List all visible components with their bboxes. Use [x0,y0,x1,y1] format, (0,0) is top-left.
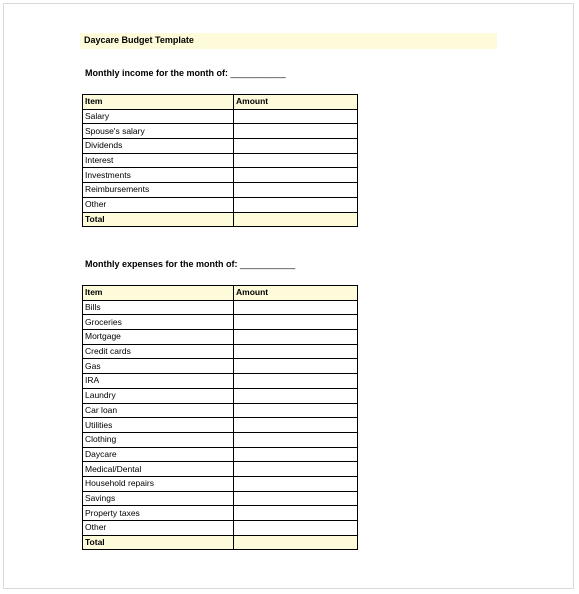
income-amount-cell[interactable] [234,153,358,168]
table-row [83,197,358,212]
expenses-amount-cell[interactable] [234,403,358,418]
table-row [83,168,358,183]
income-amount-cell[interactable] [234,168,358,183]
table-row [83,388,358,403]
expenses-amount-cell[interactable] [234,344,358,359]
expenses-amount-cell[interactable] [234,521,358,536]
income-item-label: Reimbursements [83,183,234,198]
expenses-item-label: Other [83,521,234,536]
income-item-label: Dividends [83,139,234,154]
table-row [83,491,358,506]
table-row [83,432,358,447]
table-row [83,109,358,124]
income-month-blank[interactable]: ___________ [230,68,286,78]
table-row [83,506,358,521]
income-heading [85,68,286,78]
expenses-item-label: Utilities [83,418,234,433]
expenses-amount-cell[interactable] [234,374,358,389]
table-row [83,315,358,330]
expenses-item-label: IRA [83,374,234,389]
expenses-amount-cell[interactable] [234,506,358,521]
table-row [83,521,358,536]
income-amount-cell[interactable] [234,197,358,212]
expenses-item-label: Clothing [83,432,234,447]
table-row [83,418,358,433]
income-item-label: Investments [83,168,234,183]
income-item-label: Spouse's salary [83,124,234,139]
income-table-header [83,95,358,110]
expenses-heading-label: Monthly expenses for the month of: [85,259,238,269]
expenses-amount-cell[interactable] [234,330,358,345]
expenses-amount-cell[interactable] [234,447,358,462]
income-heading-label: Monthly income for the month of: [85,68,228,78]
expenses-table-header [83,286,358,301]
income-amount-cell[interactable] [234,183,358,198]
expenses-item-label: Bills [83,300,234,315]
table-row [83,462,358,477]
expenses-amount-cell[interactable] [234,300,358,315]
expenses-item-label: Laundry [83,388,234,403]
expenses-item-label: Daycare [83,447,234,462]
table-row [83,344,358,359]
expenses-heading [85,259,295,269]
income-amount-cell[interactable] [234,139,358,154]
expenses-item-label: Medical/Dental [83,462,234,477]
income-item-label: Interest [83,153,234,168]
expenses-month-blank[interactable]: ___________ [240,259,296,269]
table-row [83,300,358,315]
expenses-item-label: Household repairs [83,476,234,491]
table-row [83,139,358,154]
expenses-amount-cell[interactable] [234,359,358,374]
expenses-amount-cell[interactable] [234,432,358,447]
income-item-label: Salary [83,109,234,124]
expenses-amount-cell[interactable] [234,315,358,330]
expenses-total-label: Total [83,535,234,550]
income-col-item: Item [83,95,234,110]
income-amount-cell[interactable] [234,124,358,139]
title-band [80,33,497,49]
expenses-amount-cell[interactable] [234,388,358,403]
income-total-amount-cell[interactable] [234,212,358,227]
table-row [83,153,358,168]
expenses-amount-cell[interactable] [234,491,358,506]
table-row [83,374,358,389]
income-amount-cell[interactable] [234,109,358,124]
expenses-item-label: Credit cards [83,344,234,359]
table-row [83,447,358,462]
income-table [82,94,358,227]
table-row [83,124,358,139]
page-title: Daycare Budget Template [84,35,194,45]
expenses-item-label: Car loan [83,403,234,418]
expenses-item-label: Property taxes [83,506,234,521]
income-total-row [83,212,358,227]
income-item-label: Other [83,197,234,212]
expenses-table [82,285,358,550]
expenses-total-amount-cell[interactable] [234,535,358,550]
expenses-col-item: Item [83,286,234,301]
table-row [83,330,358,345]
expenses-amount-cell[interactable] [234,418,358,433]
table-row [83,476,358,491]
expenses-total-row [83,535,358,550]
income-col-amount: Amount [234,95,358,110]
table-row [83,403,358,418]
expenses-item-label: Savings [83,491,234,506]
table-row [83,359,358,374]
expenses-col-amount: Amount [234,286,358,301]
expenses-amount-cell[interactable] [234,462,358,477]
expenses-item-label: Mortgage [83,330,234,345]
income-total-label: Total [83,212,234,227]
table-row [83,183,358,198]
expenses-item-label: Groceries [83,315,234,330]
expenses-amount-cell[interactable] [234,476,358,491]
expenses-item-label: Gas [83,359,234,374]
